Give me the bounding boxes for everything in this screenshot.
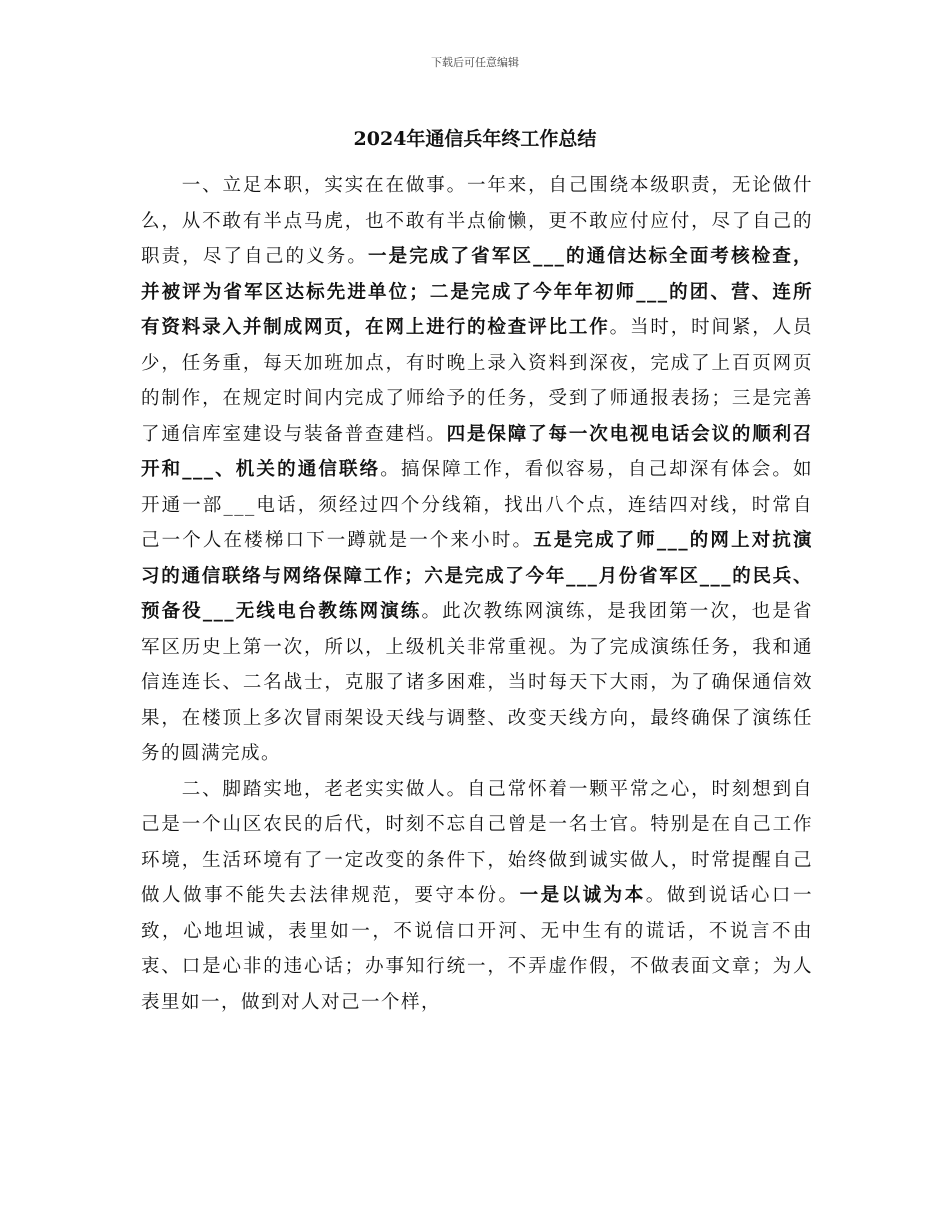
paragraph-2 bbox=[141, 772, 813, 1021]
text-run: 。搞保障工作，看似容易，自己却深有体会。如开通一部___电话，须经过四个分线箱，找出八个点，连结四对线，时常自己一个人在楼梯口下一蹲就是一个来小时。 bbox=[141, 459, 813, 551]
bold-text-run: 五是完成了师___的网上对抗演习的通信联络与网络保障工作；六是完成了今年___月份省军区___的民兵、预备役___无线电台教练网演练 bbox=[141, 530, 813, 622]
document-body bbox=[141, 168, 813, 1020]
page-header-note: 下载后可任意编辑 bbox=[431, 56, 519, 69]
text-run: 二、脚踏实地，老老实实做人。自己常怀着一颗平常之心，时刻想到自己是一个山区农民的后代，时刻不忘自己曾是一名士官。特别是在自己工作环境，生活环境有了一定改变的条件下，始终做到诚实做人，时常提醒自己做人做事不能失去法律规范，要守本份。 bbox=[141, 778, 813, 906]
paragraph-1 bbox=[141, 168, 813, 772]
text-run: 。此次教练网演练，是我团第一次，也是省军区历史上第一次，所以，上级机关非常重视。为了完成演练任务，我和通信连连长、二名战士，克服了诸多困难，当时每天下大雨，为了确保通信效果，在楼顶上多次冒雨架设天线与调整、改变天线方向，最终确保了演练任务的圆满完成。 bbox=[141, 601, 813, 764]
text-run: 一、立足本职，实实在在做事。一年来，自己围绕本级职责，无论做什么，从不敢有半点马虎，也不敢有半点偷懒，更不敢应付应付，尽了自己的职责，尽了自己的义务。 bbox=[141, 175, 813, 267]
text-run: 。做到说话心口一致，心地坦诚，表里如一，不说信口开河、无中生有的谎话，不说言不由衷、口是心非的违心话；办事知行统一，不弄虚作假，不做表面文章；为人表里如一，做到对人对己一个样， bbox=[141, 885, 813, 1013]
document-title: 2024年通信兵年终工作总结 bbox=[353, 128, 597, 150]
bold-text-run: 一是完成了省军区___的通信达标全面考核检查，并被评为省军区达标先进单位；二是完成了今年年初师___的团、营、连所有资料录入并制成网页，在网上进行的检查评比工作 bbox=[141, 246, 813, 338]
bold-text-run: 一是以诚为本 bbox=[519, 885, 646, 906]
bold-text-run: 四是保障了每一次电视电话会议的顺利召开和___、机关的通信联络 bbox=[141, 423, 813, 480]
text-run: 。当时，时间紧，人员少，任务重，每天加班加点，有时晚上录入资料到深夜，完成了上百页网页的制作，在规定时间内完成了师给予的任务，受到了师通报表扬；三是完善了通信库室建设与装备普查建档。 bbox=[141, 317, 813, 445]
